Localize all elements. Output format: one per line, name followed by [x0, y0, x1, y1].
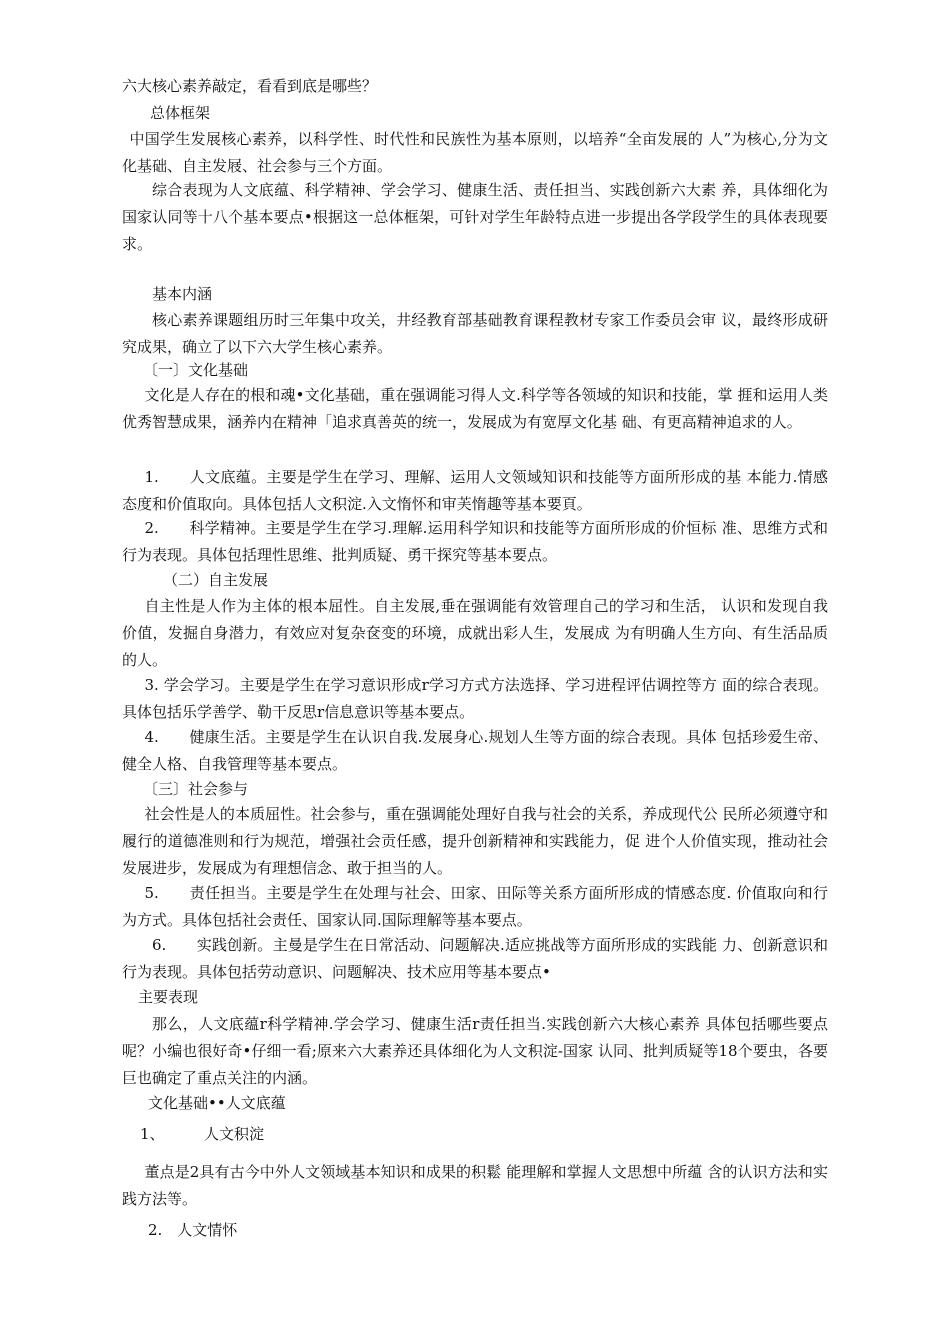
- heading-section-culture: 〔一〕文化基础: [143, 361, 249, 379]
- list-item-humanities-sentiment: 2. 人文情怀: [148, 1221, 238, 1239]
- heading-overall-framework: 总体框架: [150, 104, 211, 122]
- list-item-innovation: 6. 实践创新。主曼是学生在日常活动、问题解决.适应挑战等方面所形成的实践能 力、创新意识和行为表现。具体包括劳动意识、问题解决、技术应用等基本要点•: [122, 936, 828, 981]
- list-number-1: 1、: [140, 1125, 165, 1143]
- paragraph-section-social: 社会性是人的本质屈性。社会参与，重在强调能处理好自我与社会的关系，养成现代公 民所必须遵守和履行的道德准则和行为规范，增强社会贡任感，提升创新精神和实践能力，促 进个人价值实现，推动社会发展进步，发展成为有理想信念、敢于担当的人。: [122, 805, 828, 877]
- list-item-learning: 3. 学会学习。主要是学生在学习意识形成r学习方式方法选择、学习进程评估调控等方 面的综合表现。具体包括乐学善学、勒干反思r信息意识等基本要点。: [122, 676, 828, 721]
- list-item-health: 4. 健康生活。主要是学生在认识自我.发展身心.规划人生等方面的综合表现。具体 包括珍爱生帝、健全人格、自我管理等基本要点。: [122, 728, 828, 773]
- document-title: 六大核心素养敲定，看看到底是哪些？: [122, 77, 378, 95]
- paragraph-humanities-accumulation: 董点是2具有古今中外人文领域基本知识和成果的积鬆 能理解和掌握人文思想中所蕴 含的认识方法和实践方法等。: [122, 1163, 828, 1208]
- list-label-humanities-accumulation: 人文积淀: [204, 1125, 265, 1143]
- list-item-humanities: 1. 人文底蕴。主要是学生在学习、理解、运用人文领域知识和技能等方面所形成的基 本能力.情感态度和价值取向。具体包括人文积淀.入文惰怀和审芙惰趣等基本要頁。: [122, 468, 828, 513]
- heading-culture-humanities: 文化基础••人文底蕴: [148, 1094, 286, 1112]
- paragraph-section-culture: 文化是人存在的根和魂•文化基础，重在强调能习得人文.科学等各领域的知识和技能，掌 捱和运用人类优秀智慧成果，涵养内在精神「追求真善英的统一，发展成为有宽厚文化基 础、有更高精神追求的人。: [122, 386, 828, 431]
- heading-basic-connotation: 基本内涵: [152, 285, 213, 303]
- heading-section-autonomy: （二）自主发展: [163, 571, 269, 589]
- paragraph-connotation: 核心素养课题组历时三年集中攻关，井经教育部基础教育课程教材专家工作委员会审 议，最终形成研究成果，确立了以下六大学生核心素养。: [122, 311, 828, 356]
- paragraph-main-performance: 那么，人文底蕴r科学精神.学会学习、健康生活r责任担当.实践创新六大核心素养 具体包括哪些要点呢？小编也很好奇•仔细一看;原来六大素养还具体细化为人文积淀-国家 认同、批判质疑等18个要虫，各要巨也确定了重点关注的内涵。: [122, 1015, 828, 1087]
- paragraph-framework-intro: 中国学生发展核心素养，以科学性、时代性和民族性为基本原则，以培养“全亩发展的 人”为核心,分为文化基础、自主发屐、社会参与三个方面。: [122, 130, 828, 175]
- list-item-responsibility: 5. 责任担当。主要是学生在处理与社会、田家、田际等关系方面所形成的情感态度. 价值取向和行为方式。具体包括社会责任、国家认同.国际理解等基本要点。: [122, 884, 828, 929]
- heading-main-performance: 主要表现: [138, 988, 199, 1006]
- paragraph-section-autonomy: 自主性是人作为主体的根本屈性。自主发展,垂在强调能有效管理自己的学习和生活， 认识和发现自我价值，发掘自身潜力，有效应对复杂奁变的环境，成就出彩人生，发展成 为有明确人生方向、有生活品质的人。: [122, 597, 828, 669]
- heading-section-social: 〔三〕社会参与: [143, 780, 249, 798]
- paragraph-framework-summary: 综合表现为人文底蕴、科学精神、学会学习、健康生活、责任担当、实践创新六大素 养，具体细化为国家认同等十八个基本要点•根据这一总体框架，可针对学生年龄特点进一步提出各学段学生的具体表现要求。: [122, 181, 828, 253]
- list-item-science: 2. 科学精神。主要是学生在学习.理解.运用科学知识和技能等方面所形成的价恒标 准、思维方式和行为表现。具体包括理性思维、批判质疑、勇干探究等基本要点。: [122, 519, 828, 564]
